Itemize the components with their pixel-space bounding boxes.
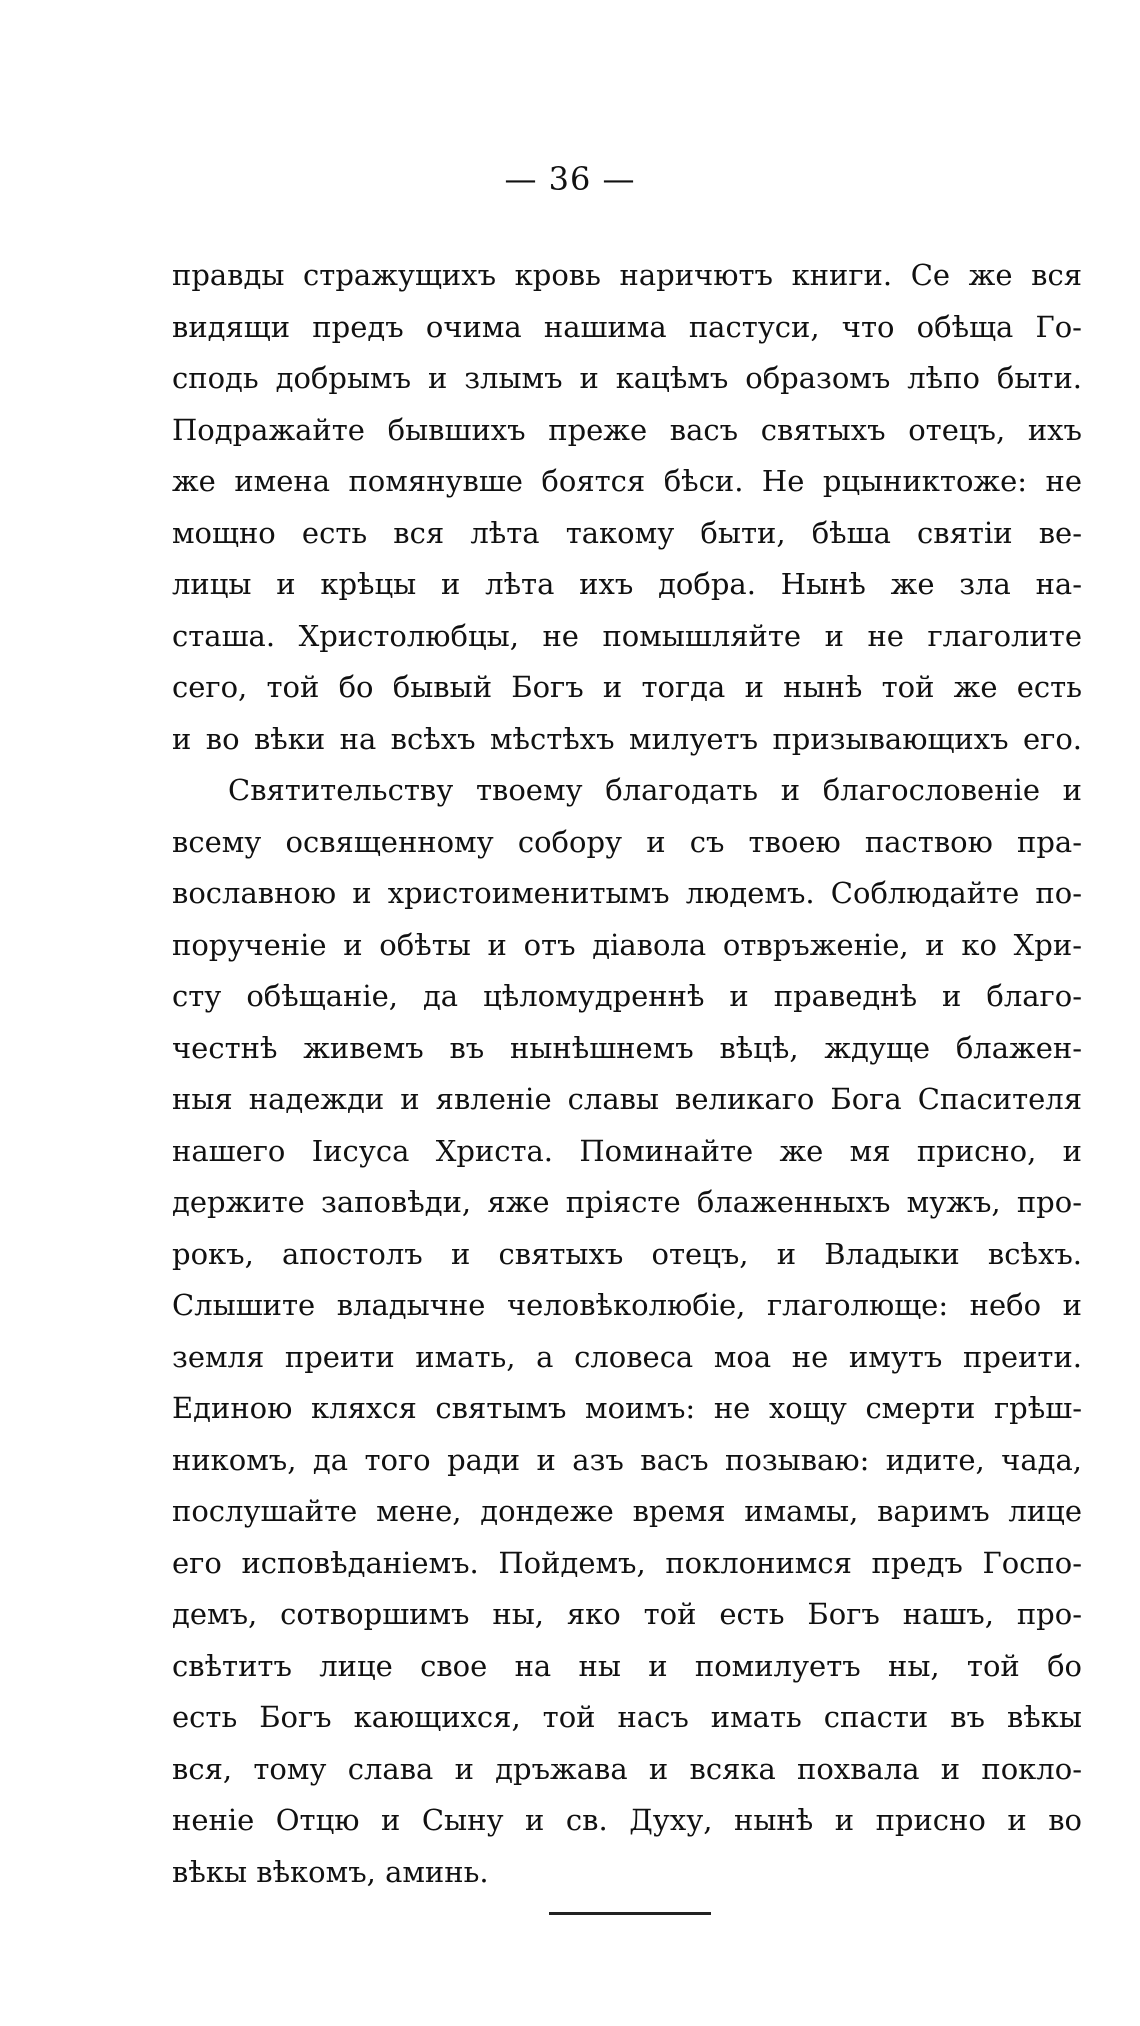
text-line: ныя надежди и явленіе славы великаго Бога Спасителя [172, 1082, 1082, 1116]
text-line: свѣтитъ лице свое на ны и помилуетъ ны, той бо [172, 1648, 1082, 1683]
text-line: видящи предъ очима нашима пастуси, что обѣща Го- [172, 309, 1082, 344]
text-line: вся, тому слава и дръжава и всяка похвала и покло- [172, 1751, 1082, 1786]
text-line: мощно есть вся лѣта такому быти, бѣша святіи ве- [172, 515, 1082, 550]
text-line: держите заповѣди, яже пріясте блаженныхъ мужъ, про- [172, 1185, 1082, 1219]
text-line: сего, той бо бывый Богъ и тогда и нынѣ той же есть [172, 670, 1082, 704]
text-line: рокъ, апостолъ и святыхъ отецъ, и Владыки всѣхъ. [172, 1236, 1082, 1271]
text-line: сту обѣщаніе, да цѣломудреннѣ и праведнѣ и благо- [172, 979, 1082, 1013]
text-line: Святительству твоему благодать и благословеніе и [228, 773, 1082, 807]
text-line: демъ, сотворшимъ ны, яко той есть Богъ нашъ, про- [172, 1597, 1082, 1631]
text-line: Слышите владычне человѣколюбіе, глаголюще: небо и [172, 1288, 1082, 1322]
text-line: нашего Іисуса Христа. Поминайте же мя присно, и [172, 1133, 1082, 1168]
text-line: порученіе и обѣты и отъ діавола отвръженіе, и ко Хри- [172, 927, 1082, 962]
page-number: — 36 — [504, 160, 636, 198]
text-line: есть Богъ кающихся, той насъ имать спасти въ вѣкы [172, 1700, 1082, 1734]
text-line: правды стражущихъ кровь наричютъ книги. Се же вся [172, 258, 1082, 292]
body-text [172, 250, 1082, 1898]
text-line: честнѣ живемъ въ нынѣшнемъ вѣцѣ, ждуще блажен- [172, 1030, 1082, 1065]
end-rule [549, 1912, 711, 1915]
text-line: же имена помянувше боятся бѣси. Не рцыниктоже: не [172, 464, 1082, 498]
text-line: вославною и христоименитымъ людемъ. Соблюдайте по- [172, 876, 1082, 910]
text-line: Единою кляхся святымъ моимъ: не хощу смерти грѣш- [172, 1391, 1082, 1425]
text-line: послушайте мене, дондеже время имамы, варимъ лице [172, 1494, 1082, 1528]
text-line: его исповѣданіемъ. Пойдемъ, поклонимся предъ Госпо- [172, 1545, 1082, 1580]
paragraph-2 [172, 765, 1082, 1898]
text-line: никомъ, да того ради и азъ васъ позываю: идите, чада, [172, 1442, 1082, 1477]
text-line: Подражайте бывшихъ преже васъ святыхъ отецъ, ихъ [172, 412, 1082, 447]
text-line: сташа. Христолюбцы, не помышляйте и не глаголите [172, 618, 1082, 653]
text-line: неніе Отцю и Сыну и св. Духу, нынѣ и присно и во [172, 1803, 1082, 1837]
text-line: земля преити имать, а словеса моа не имутъ преити. [172, 1339, 1082, 1374]
text-line: вѣкы вѣкомъ, аминь. [172, 1854, 489, 1889]
paragraph-1 [172, 250, 1082, 765]
text-line: всему освященному собору и съ твоею паствою пра- [172, 824, 1082, 859]
text-line: сподь добрымъ и злымъ и кацѣмъ образомъ лѣпо быти. [172, 361, 1082, 395]
text-line: и во вѣки на всѣхъ мѣстѣхъ милуетъ призывающихъ его. [172, 721, 1082, 756]
text-line: лицы и крѣцы и лѣта ихъ добра. Нынѣ же зла на- [172, 567, 1082, 601]
